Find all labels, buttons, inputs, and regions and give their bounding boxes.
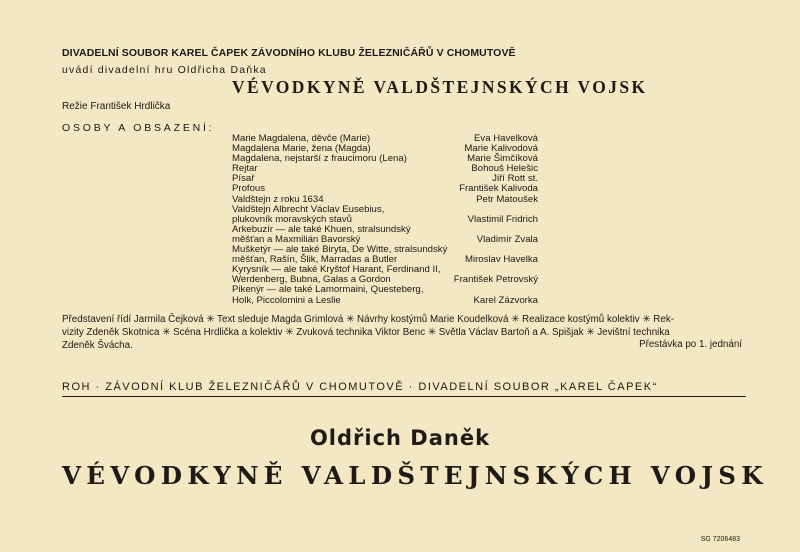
cast-actor: Marie Šimčíková [467,153,538,165]
cast-role: Arkebuzír — ale také Khuen, stralsundský [232,223,411,235]
cast-row [232,285,538,295]
play-title-large: VÉVODKYNĚ VALDŠTEJNSKÝCH VOJSK [62,461,768,490]
cast-actor: Vlastimil Fridrich [467,213,538,225]
cast-actor: Marie Kalivodová [464,143,538,155]
cast-list [232,134,538,306]
cast-actor: František Petrovský [453,274,538,286]
cast-role: měšťan, Rašín, Šlik, Marradas a Butler [232,254,398,266]
cast-actor: Bohouš Helešic [471,163,538,175]
interval-note: Přestávka po 1. jednání [639,339,742,350]
cast-role: Profous [232,183,266,195]
author-name: Oldřich Daněk [309,426,491,450]
cast-role: plukovník moravských stavů [232,213,352,225]
cast-role: měšťan a Maxmilián Bavorský [232,233,361,245]
play-title: VÉVODKYNĚ VALDŠTEJNSKÝCH VOJSK [232,77,648,97]
cast-actor: Vladimír Zvala [476,233,538,245]
cast-role: Werdenberg, Bubna, Galas a Gordon [232,274,391,286]
cast-actor: František Kalivoda [459,183,538,195]
club-banner: ROH · ZÁVODNÍ KLUB ŽELEZNIČÁŘŮ V CHOMUTOVĚ · DIVADELNÍ SOUBOR „KAREL ČAPEK“ [62,381,746,397]
cast-role: Valdštejn z roku 1634 [232,193,324,205]
director-line: Režie František Hrdlička [62,101,171,112]
credits-line: Představení řídí Jarmila Čejková ✳ Text sleduje Magda Grimlová ✳ Návrhy kostýmů Marie Koudelková ✳ Realizace kostýmů kolektiv ✳ Rek- [62,314,674,325]
cast-actor: Eva Havelková [474,133,538,144]
organization-line: DIVADELNÍ SOUBOR KAREL ČAPEK ZÁVODNÍHO KLUBU ŽELEZNIČÁŘŮ V CHOMUTOVĚ [62,47,516,59]
cast-role: Holk, Piccolomini a Leslie [232,294,341,306]
cast-role: Magdalena Marie, žena (Magda) [232,143,371,155]
presents-line: uvádí divadelní hru Oldřicha Daňka [62,64,267,76]
cast-role: Mušketýr — ale také Biryta, De Witte, stralsundský [232,244,448,256]
cast-actor: Jiří Rott st. [492,173,538,185]
cast-actor: Miroslav Havelka [464,254,538,266]
cast-row [232,296,538,306]
cast-role: Magdalena, nejstarší z fraucimoru (Lena) [232,153,407,165]
cast-role: Rejtar [232,163,258,175]
credits-line: Zdeněk Švácha. [62,339,133,351]
cast-heading: OSOBY A OBSAZENÍ: [62,122,215,134]
credits-line: vizity Zdeněk Skotnica ✳ Scéna Hrdlička a kolektiv ✳ Zvuková technika Viktor Benc ✳ Světla Václav Bartoň a A. Spišjak ✳ Jevištní technika [62,326,670,338]
cast-role: Valdštejn Albrecht Václav Eusebius, [232,203,385,215]
cast-actor: Petr Matoušek [476,193,538,205]
catalog-code: SG 7206483 [700,536,740,543]
cast-role: Pikenýr — ale také Lamormaini, Questeberg, [232,284,424,296]
cast-role: Marie Magdalena, děvče (Marie) [232,133,371,144]
cast-role: Kyrysník — ale také Kryštof Harant, Ferdinand II, [232,264,441,276]
cast-actor: Karel Zázvorka [473,294,538,306]
cast-role: Písař [232,173,255,185]
